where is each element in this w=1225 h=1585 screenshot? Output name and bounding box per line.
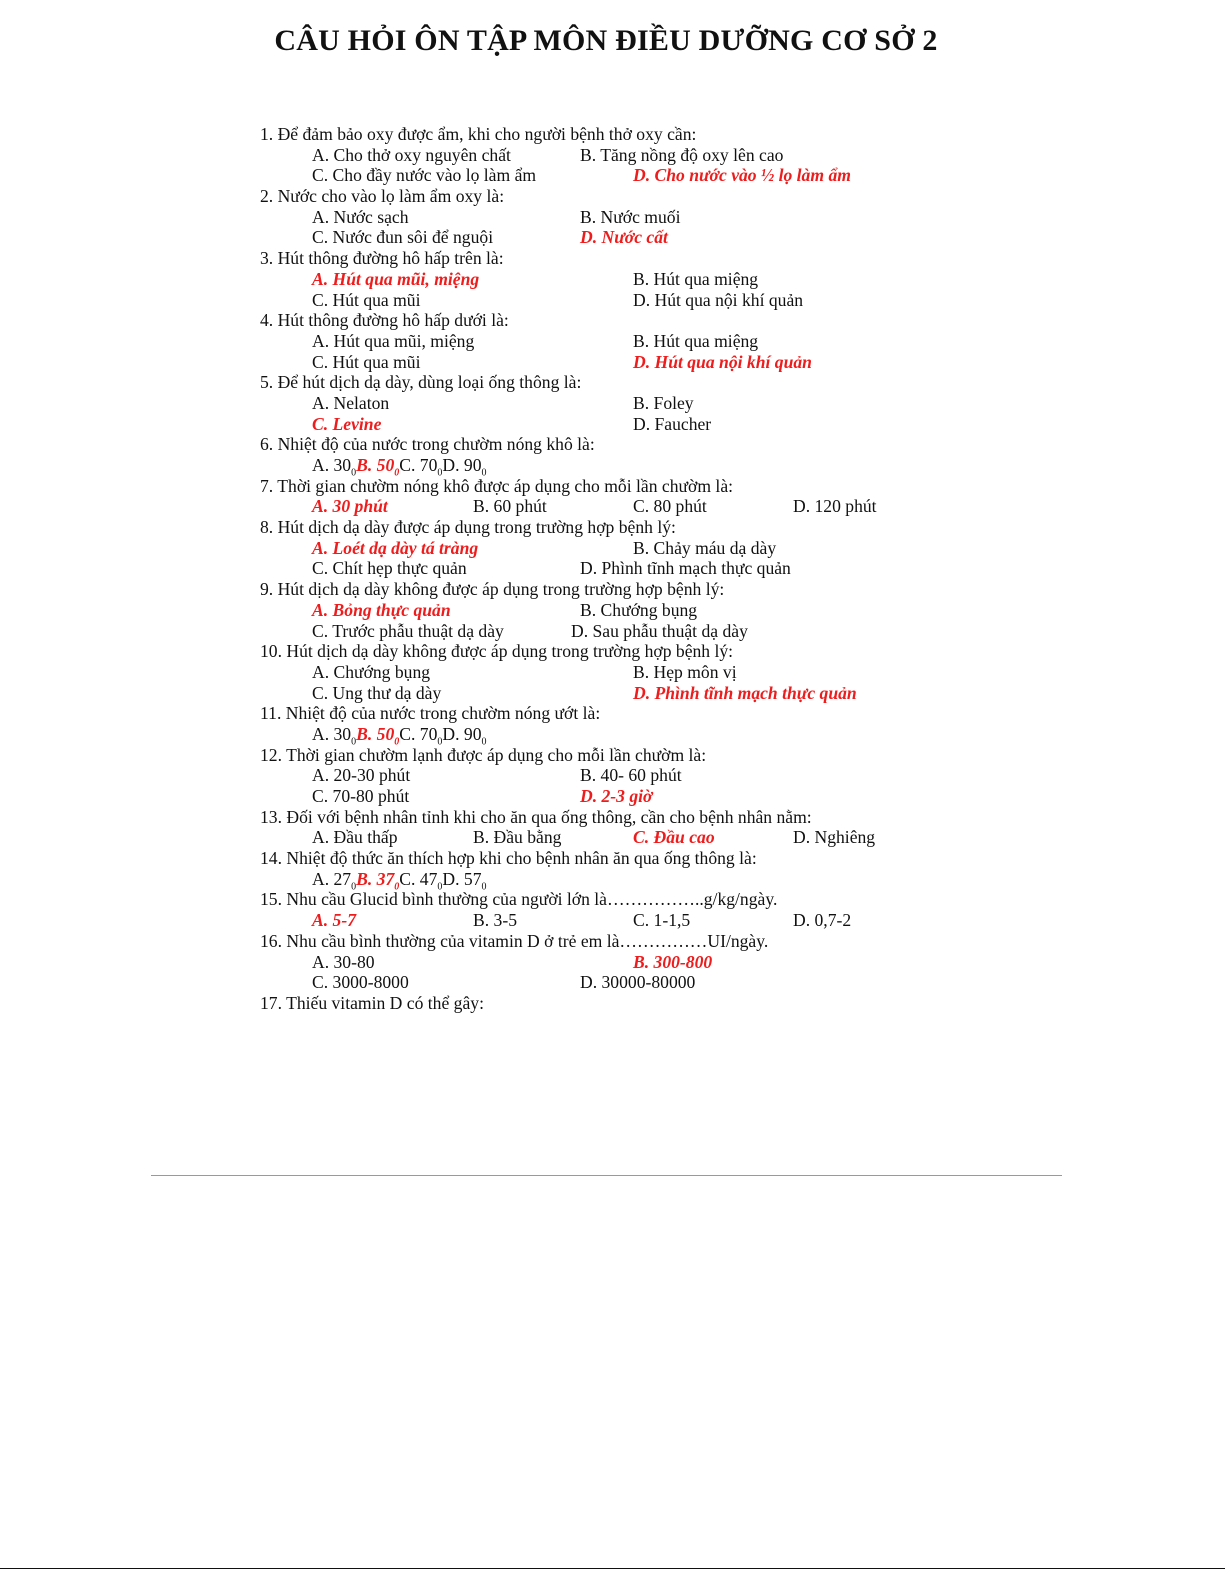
question-7 <box>260 476 960 497</box>
question-text: 7. Thời gian chườm nóng khô được áp dụng cho mỗi lần chườm là: <box>260 475 734 496</box>
question-12 <box>260 745 960 766</box>
option-a: A. Hút qua mũi, miệng <box>312 330 475 351</box>
option-c: C. 80 phút <box>633 496 707 517</box>
option-row <box>260 765 960 786</box>
option-a-answer: A. Bỏng thực quản <box>312 599 451 620</box>
option-d-answer: D. Cho nước vào ½ lọ làm ẩm <box>633 165 851 186</box>
option-row <box>260 455 960 479</box>
question-text: 6. Nhiệt độ của nước trong chườm nóng khô là: <box>260 434 595 455</box>
question-list <box>260 124 960 1014</box>
option-d: D. Faucher <box>633 413 712 434</box>
question-15 <box>260 889 960 910</box>
question-6 <box>260 434 960 455</box>
question-text: 5. Để hút dịch dạ dày, dùng loại ống thông là: <box>260 372 582 393</box>
degree-mark: 0 <box>351 736 357 748</box>
option-a-answer: A. 5-7 <box>312 910 356 931</box>
option-d: D. 90 <box>442 723 482 744</box>
question-text: 2. Nước cho vào lọ làm ẩm oxy là: <box>260 186 505 207</box>
option-d: D. 57 <box>442 868 482 889</box>
option-row <box>260 952 960 973</box>
question-5 <box>260 372 960 393</box>
option-c: C. Hút qua mũi <box>312 351 421 372</box>
question-text: 16. Nhu cầu bình thường của vitamin D ở trẻ em là……………UI/ngày. <box>260 930 769 951</box>
option-c-answer: C. Đầu cao <box>633 827 715 848</box>
question-13 <box>260 807 960 828</box>
degree-mark: 0 <box>351 467 357 479</box>
option-row <box>260 683 960 704</box>
option-c: C. Nước đun sôi để nguội <box>312 227 494 248</box>
option-a: A. Chướng bụng <box>312 661 431 682</box>
degree-mark: 0 <box>394 467 400 479</box>
option-c: C. Ung thư dạ dày <box>312 682 442 703</box>
option-row <box>260 827 960 848</box>
option-c: C. 70 <box>399 723 438 744</box>
option-row <box>260 352 960 373</box>
option-row <box>260 145 960 166</box>
question-8 <box>260 517 960 538</box>
question-text: 8. Hút dịch dạ dày được áp dụng trong trường hợp bệnh lý: <box>260 517 676 538</box>
option-d-answer: D. Nước cất <box>580 227 668 248</box>
degree-mark: 0 <box>437 736 443 748</box>
question-text: 15. Nhu cầu Glucid bình thường của người lớn là……………..g/kg/ngày. <box>260 889 778 910</box>
option-a: A. Cho thở oxy nguyên chất <box>312 144 511 165</box>
question-text: 11. Nhiệt độ của nước trong chườm nóng ướt là: <box>260 703 601 724</box>
question-text: 3. Hút thông đường hô hấp trên là: <box>260 248 504 269</box>
option-d: D. 0,7-2 <box>793 910 852 931</box>
option-row <box>260 786 960 807</box>
question-2 <box>260 186 960 207</box>
degree-mark: 0 <box>394 881 400 893</box>
question-text: 4. Hút thông đường hô hấp dưới là: <box>260 310 509 331</box>
option-row <box>260 331 960 352</box>
question-1 <box>260 124 960 145</box>
degree-mark: 0 <box>351 881 357 893</box>
degree-mark: 0 <box>481 467 487 479</box>
option-row <box>260 621 960 642</box>
option-row <box>260 414 960 435</box>
option-row <box>260 538 960 559</box>
option-row <box>260 910 960 931</box>
option-b: B. Chảy máu dạ dày <box>633 537 777 558</box>
option-a-answer: A. Hút qua mũi, miệng <box>312 268 480 289</box>
option-a-answer: A. Loét dạ dày tá tràng <box>312 537 479 558</box>
question-text: 13. Đối với bệnh nhân tỉnh khi cho ăn qua ống thông, cần cho bệnh nhân nằm: <box>260 806 812 827</box>
option-a: A. Đầu thấp <box>312 827 398 848</box>
option-row <box>260 290 960 311</box>
option-b: B. Hút qua miệng <box>633 268 759 289</box>
option-a-answer: A. 30 phút <box>312 496 388 517</box>
option-d-answer: D. Hút qua nội khí quản <box>633 351 812 372</box>
option-row <box>260 269 960 290</box>
option-row <box>260 972 960 993</box>
page-bottom-edge <box>0 1568 1225 1569</box>
option-d: D. Nghiêng <box>793 827 876 848</box>
option-row <box>260 207 960 228</box>
option-row <box>260 558 960 579</box>
option-d-answer: D. 2-3 giờ <box>580 786 653 806</box>
option-b: B. Tăng nồng độ oxy lên cao <box>580 144 784 165</box>
option-b: B. Foley <box>633 392 694 413</box>
degree-mark: 0 <box>437 881 443 893</box>
page-title: CÂU HỎI ÔN TẬP MÔN ĐIỀU DƯỠNG CƠ SỞ 2 <box>274 24 938 57</box>
question-17 <box>260 993 960 1014</box>
question-text: 10. Hút dịch dạ dày không được áp dụng trong trường hợp bệnh lý: <box>260 641 734 662</box>
degree-mark: 0 <box>394 736 400 748</box>
option-row <box>260 600 960 621</box>
option-row <box>260 393 960 414</box>
option-row <box>260 868 960 893</box>
option-a: A. Nelaton <box>312 392 390 413</box>
option-d: D. Phình tĩnh mạch thực quản <box>580 558 791 579</box>
option-a: A. 27 <box>312 868 352 889</box>
option-c: C. 47 <box>399 868 438 889</box>
option-a: A. 30 <box>312 455 352 475</box>
option-c: C. 1-1,5 <box>633 910 691 931</box>
option-a: A. Nước sạch <box>312 206 409 227</box>
option-c-answer: C. Levine <box>312 413 382 434</box>
degree-mark: 0 <box>437 467 443 479</box>
option-b: B. Nước muối <box>580 206 681 227</box>
question-3 <box>260 248 960 269</box>
question-text: 17. Thiếu vitamin D có thể gây: <box>260 992 484 1013</box>
option-b-answer: B. 50 <box>356 455 395 475</box>
option-d: D. 30000-80000 <box>580 972 696 993</box>
option-d: D. Hút qua nội khí quản <box>633 289 804 310</box>
option-a: A. 30 <box>312 723 352 744</box>
option-c: C. Hút qua mũi <box>312 289 421 310</box>
option-c: C. Cho đầy nước vào lọ làm ẩm <box>312 165 537 186</box>
option-row <box>260 496 960 517</box>
question-text: 9. Hút dịch dạ dày không được áp dụng trong trường hợp bệnh lý: <box>260 579 725 600</box>
option-c: C. 70-80 phút <box>312 786 410 806</box>
option-a: A. 20-30 phút <box>312 765 411 786</box>
question-text: 14. Nhiệt độ thức ăn thích hợp khi cho bệnh nhân ăn qua ống thông là: <box>260 848 757 869</box>
option-d: D. 90 <box>442 455 482 475</box>
option-d: D. Sau phẫu thuật dạ dày <box>571 620 748 641</box>
question-16 <box>260 931 960 952</box>
option-d: D. 120 phút <box>793 496 877 517</box>
option-c: C. 3000-8000 <box>312 972 409 993</box>
option-b-answer: B. 300-800 <box>633 951 713 972</box>
option-b: B. 40- 60 phút <box>580 765 682 786</box>
option-c: C. Chít hẹp thực quản <box>312 558 467 579</box>
option-row <box>260 227 960 248</box>
question-10 <box>260 641 960 662</box>
option-b: B. Hẹp môn vị <box>633 661 737 682</box>
option-a: A. 30-80 <box>312 951 375 972</box>
question-14 <box>260 848 960 869</box>
question-4 <box>260 310 960 331</box>
question-11 <box>260 703 960 724</box>
degree-mark: 0 <box>481 881 487 893</box>
option-c: C. 70 <box>399 455 438 475</box>
question-text: 12. Thời gian chườm lạnh được áp dụng cho mỗi lần chườm là: <box>260 744 707 765</box>
option-row <box>260 662 960 683</box>
option-b: B. Chướng bụng <box>580 599 698 620</box>
option-b-answer: B. 50 <box>356 723 395 744</box>
question-text: 1. Để đảm bảo oxy được ẩm, khi cho người bệnh thở oxy cần: <box>260 124 697 144</box>
option-row <box>260 165 960 186</box>
option-b: B. Hút qua miệng <box>633 330 759 351</box>
option-b-answer: B. 37 <box>356 868 395 889</box>
question-9 <box>260 579 960 600</box>
option-b: B. Đầu bằng <box>473 827 562 848</box>
degree-mark: 0 <box>481 736 487 748</box>
option-b: B. 60 phút <box>473 496 547 517</box>
option-row <box>260 723 960 748</box>
option-d-answer: D. Phình tĩnh mạch thực quản <box>633 682 857 703</box>
option-b: B. 3-5 <box>473 910 517 931</box>
option-c: C. Trước phẫu thuật dạ dày <box>312 620 504 641</box>
page-separator <box>151 1175 1062 1176</box>
